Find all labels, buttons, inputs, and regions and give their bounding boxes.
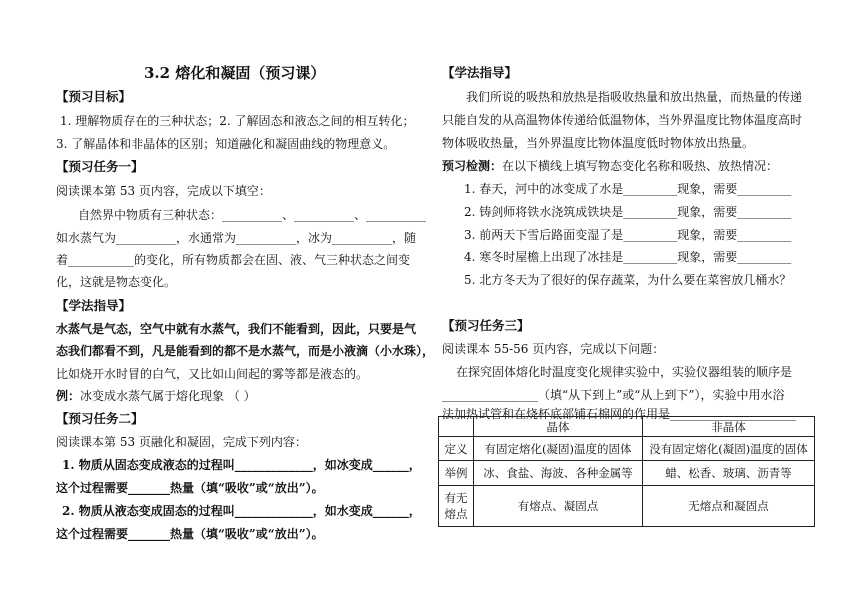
- task3-line-2: ________________（填“从下到上”或“从上到下”），实验中用水浴: [442, 388, 785, 402]
- task2-question-2b: 这个过程需要_______热量（填“吸收”或“放出”）。: [56, 527, 324, 541]
- task1-line-3: 着___________的变化，所有物质都会在固、液、气三种状态之间变: [56, 253, 411, 267]
- task1-line-4: 化，这就是物态变化。: [56, 275, 177, 289]
- goals-line-1: 1. 理解物质存在的三种状态；2. 了解固态和液态之间的相互转化；: [60, 114, 415, 128]
- goals-heading: 【预习目标】: [56, 89, 132, 104]
- check-question-2: 2. 铸剑师将铁水浇筑成铁块是_________现象，需要_________: [464, 205, 792, 219]
- header-noncrystal: 非晶体: [643, 417, 815, 437]
- task1-intro: 阅读课本第 53 页内容，完成以下填空：: [56, 184, 271, 198]
- guide-line-1: 水蒸气是气态，空气中就有水蒸气，我们不能看到，因此，只要是气: [56, 322, 417, 336]
- row-label-melting-point-line-2: 熔点: [444, 507, 468, 521]
- example-text: 冰变成水蒸气属于熔化现象 （ ）: [80, 389, 256, 403]
- task2-question-2a: 2. 物质从液态变成固态的过程叫_____________，如水变成______，: [62, 504, 421, 518]
- melting-point-noncrystal: 无熔点和凝固点: [643, 486, 815, 527]
- example-noncrystal: 蜡、松香、玻璃、沥青等: [643, 461, 815, 486]
- task1-heading: 【预习任务一】: [56, 159, 144, 174]
- example-label: 例：: [56, 389, 81, 403]
- task2-heading: 【预习任务二】: [56, 411, 144, 426]
- table-row: [439, 461, 815, 486]
- task1-line-1: 自然界中物质有三种状态：__________、__________、__________: [78, 208, 427, 222]
- crystal-comparison-table: [438, 416, 815, 527]
- guide-heading: 【学法指导】: [56, 298, 132, 313]
- definition-crystal: 有固定熔化(凝固)温度的固体: [474, 437, 643, 461]
- table-header-row: [439, 417, 815, 437]
- melting-point-crystal: 有熔点、凝固点: [474, 486, 643, 527]
- table-row: [439, 437, 815, 461]
- task2-question-1a: 1. 物质从固态变成液态的过程叫_____________，如冰变成______，: [62, 458, 421, 472]
- check-question-1: 1. 春天，河中的冰变成了水是_________现象，需要_________: [464, 182, 792, 196]
- page-title: 3.2 熔化和凝固（预习课）: [144, 64, 326, 82]
- task3-intro: 阅读课本 55-56 页内容，完成以下问题：: [442, 342, 665, 356]
- row-label-melting-point: [439, 486, 474, 527]
- check-question-5: 5. 北方冬天为了很好的保存蔬菜，为什么要在菜窖放几桶水？: [464, 273, 792, 287]
- row-label-melting-point-line-1: 有无: [444, 491, 468, 505]
- table-row: [439, 486, 815, 527]
- guide-line-2: 态我们都看不到，凡是能看到的都不是水蒸气，而是小液滴（小水珠），: [56, 344, 435, 358]
- right-guide-heading: 【学法指导】: [442, 65, 518, 80]
- example-line: [56, 386, 256, 406]
- row-label-definition: 定义: [439, 437, 474, 461]
- table-corner-cell: [439, 417, 474, 437]
- task1-line-2: 如水蒸气为__________，水通常为__________，冰为__________，随: [56, 231, 417, 245]
- example-crystal: 冰、食盐、海波、各种金属等: [474, 461, 643, 486]
- check-line: [442, 156, 778, 176]
- check-text: 在以下横线上填写物态变化名称和吸热、放热情况：: [502, 159, 779, 173]
- right-guide-line-2: 只能自发的从高温物体传递给低温物体，当外界温度比物体温度高时: [442, 113, 803, 127]
- task3-line-3: 法加热试管和在烧杯底部铺石棉网的作用是_____________________: [442, 407, 797, 421]
- check-label: 预习检测：: [442, 159, 503, 173]
- right-guide-line-3: 物体吸收热量，当外界温度比物体温度低时物体放出热量。: [442, 136, 755, 150]
- header-crystal: 晶体: [474, 417, 643, 437]
- goals-line-2: 3. 了解晶体和非晶体的区别；知道融化和凝固曲线的物理意义。: [56, 137, 396, 151]
- task2-intro: 阅读课本第 53 页融化和凝固，完成下列内容：: [56, 435, 307, 449]
- guide-line-3: 比如烧开水时冒的白气，又比如山间起的雾等都是液态的。: [56, 367, 369, 381]
- right-guide-line-1: 我们所说的吸热和放热是指吸收热量和放出热量，而热量的传递: [466, 90, 803, 104]
- task3-heading: 【预习任务三】: [442, 318, 530, 333]
- check-question-3: 3. 前两天下雪后路面变湿了是_________现象，需要_________: [464, 228, 792, 242]
- definition-noncrystal: 没有固定熔化(凝固)温度的固体: [643, 437, 815, 461]
- check-question-4: 4. 寒冬时屋檐上出现了冰挂是_________现象，需要_________: [464, 250, 792, 264]
- task3-line-1: 在探究固体熔化时温度变化规律实验中，实验仪器组装的顺序是: [456, 365, 793, 379]
- task2-question-1b: 这个过程需要_______热量（填“吸收”或“放出”）。: [56, 481, 324, 495]
- row-label-example: 举例: [439, 461, 474, 486]
